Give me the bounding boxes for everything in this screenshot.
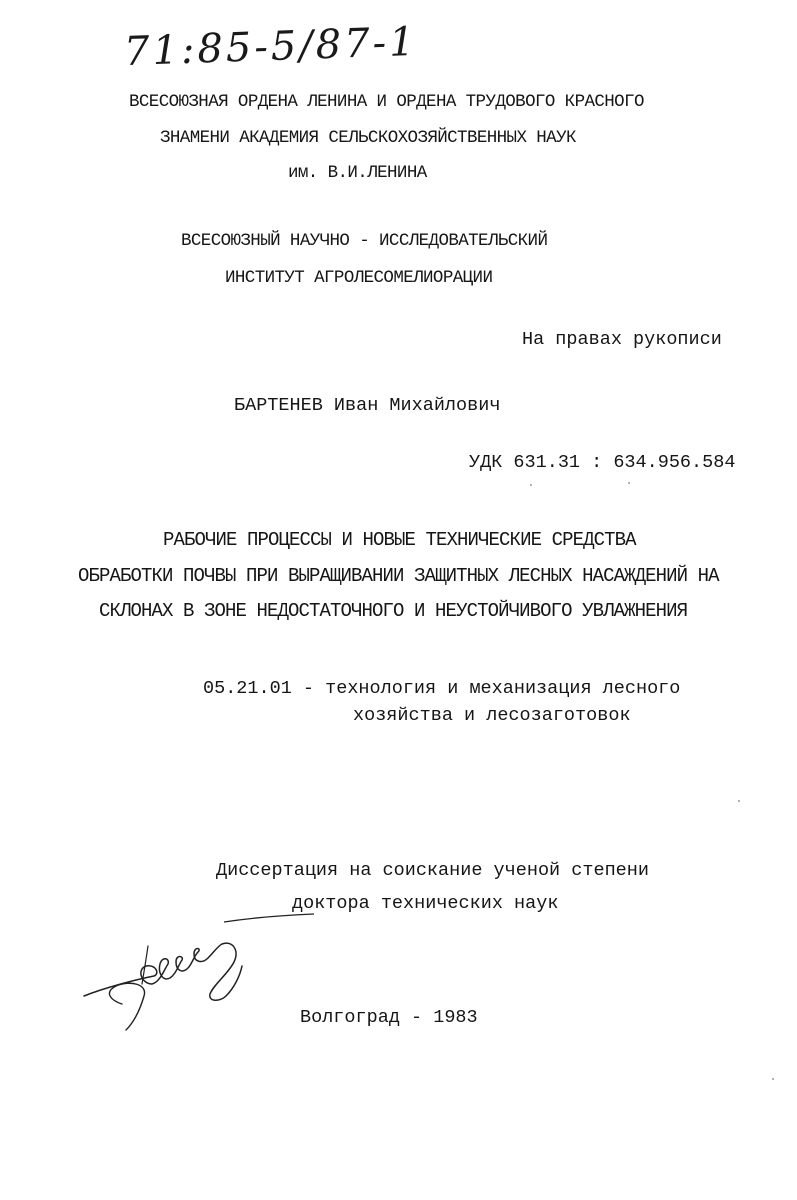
signature-stroke-left-loop: [109, 983, 144, 1030]
specialty-line-1: 05.21.01 - технология и механизация лесного: [203, 678, 681, 699]
academy-line-2: ЗНАМЕНИ АКАДЕМИЯ СЕЛЬСКОХОЗЯЙСТВЕННЫХ НАУК: [160, 128, 576, 148]
dissertation-title-line-3: СКЛОНАХ В ЗОНЕ НЕДОСТАТОЧНОГО И НЕУСТОЙЧИВОГО УВЛАЖНЕНИЯ: [99, 600, 688, 622]
manuscript-note: На правах рукописи: [522, 329, 722, 350]
degree-line-2: доктора технических наук: [292, 893, 559, 914]
signature-stroke-main: [84, 943, 242, 1000]
scan-speck: [772, 1078, 774, 1080]
scan-speck: [628, 482, 630, 484]
institute-line-2: ИНСТИТУТ АГРОЛЕСОМЕЛИОРАЦИИ: [225, 268, 493, 288]
degree-line-1: Диссертация на соискание ученой степени: [216, 860, 649, 881]
udc-code: УДК 631.31 : 634.956.584: [469, 452, 736, 473]
scan-speck: [530, 484, 532, 486]
specialty-line-2: хозяйства и лесозаготовок: [353, 705, 631, 726]
academy-line-3: им. В.И.ЛЕНИНА: [288, 163, 427, 183]
place-year: Волгоград - 1983: [300, 1007, 478, 1028]
institute-line-1: ВСЕСОЮЗНЫЙ НАУЧНО - ИССЛЕДОВАТЕЛЬСКИЙ: [181, 231, 548, 251]
author-name: БАРТЕНЕВ Иван Михайлович: [234, 395, 501, 416]
scan-speck: [738, 800, 740, 802]
signature-underline-stroke: [224, 914, 314, 922]
academy-line-1: ВСЕСОЮЗНАЯ ОРДЕНА ЛЕНИНА И ОРДЕНА ТРУДОВОГО КРАСНОГО: [129, 92, 644, 112]
archive-number-handwritten: 71:85-5/87-1: [123, 18, 419, 76]
dissertation-title-line-1: РАБОЧИЕ ПРОЦЕССЫ И НОВЫЕ ТЕХНИЧЕСКИЕ СРЕДСТВА: [163, 529, 636, 551]
dissertation-title-line-2: ОБРАБОТКИ ПОЧВЫ ПРИ ВЫРАЩИВАНИИ ЗАЩИТНЫХ ЛЕСНЫХ НАСАЖДЕНИЙ НА: [78, 565, 719, 587]
